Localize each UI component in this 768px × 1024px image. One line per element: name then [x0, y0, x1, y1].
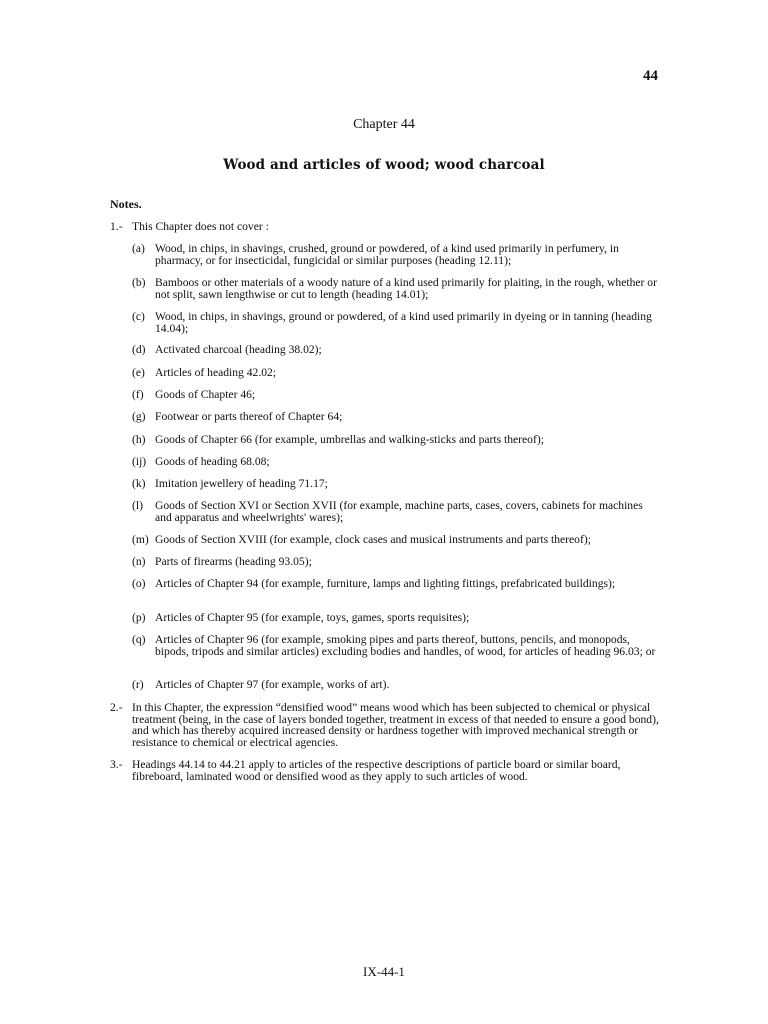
- note-1-item-p: [132, 612, 660, 624]
- chapter-title: Chapter 44: [353, 117, 415, 132]
- item-letter: (h): [132, 433, 146, 446]
- item-letter: (q): [132, 633, 146, 646]
- item-text: Bamboos or other materials of a woody nature of a kind used primarily for plaiting, in the rough, whether or not split, sawn lengthwise or cut to length (heading 14.01);: [155, 276, 657, 301]
- item-text: Articles of Chapter 97 (for example, works of art).: [155, 678, 390, 691]
- item-letter: (n): [132, 555, 146, 568]
- note-1-item-q: [132, 634, 660, 657]
- chapter-subtitle: Wood and articles of wood; wood charcoal: [223, 157, 545, 173]
- item-letter: (g): [132, 410, 146, 423]
- item-text: Goods of Section XVI or Section XVII (for example, machine parts, cases, covers, cabinets for machines and apparatus and wheelwrights' wares);: [155, 499, 643, 524]
- item-letter: (m): [132, 533, 149, 546]
- item-text: Activated charcoal (heading 38.02);: [155, 343, 322, 356]
- item-letter: (e): [132, 366, 145, 379]
- item-text: Parts of firearms (heading 93.05);: [155, 555, 312, 568]
- item-letter: (f): [132, 388, 144, 401]
- note-1-item-e: [132, 367, 660, 379]
- item-text: Articles of Chapter 96 (for example, smoking pipes and parts thereof, buttons, pencils, and monopods, bipods, tripods and similar articles) excluding bodies and handles, of wood, for articles of heading 96.03; or: [155, 633, 656, 658]
- note-1-item-b: [132, 277, 660, 300]
- item-letter: (b): [132, 276, 146, 289]
- item-letter: (r): [132, 678, 144, 691]
- note-1-item-g: [132, 411, 660, 423]
- note-1-item-ij: [132, 456, 660, 468]
- note-2-text: In this Chapter, the expression “densified wood” means wood which has been subjected to chemical or physical treatment (being, in the case of layers bonded together, treatment in excess of that needed to ensure a good bond), and which has thereby acquired increased density or hardness together with improved mechanical strength or resistance to chemical or electrical agencies.: [132, 701, 659, 749]
- note-1-item-n: [132, 556, 660, 568]
- note-1-item-m: [132, 534, 660, 546]
- note-1-item-h: [132, 434, 660, 446]
- item-text: Articles of Chapter 95 (for example, toys, games, sports requisites);: [155, 611, 470, 624]
- item-letter: (p): [132, 611, 146, 624]
- note-1-item-c: [132, 311, 660, 334]
- note-1-number: 1.-: [110, 220, 123, 233]
- item-letter: (c): [132, 310, 145, 323]
- page-number: 44: [643, 68, 658, 84]
- note-1-item-f: [132, 389, 660, 401]
- note-3-number: 3.-: [110, 758, 123, 771]
- note-2: [110, 702, 660, 748]
- note-1-item-a: [132, 243, 660, 266]
- notes-heading: Notes.: [110, 197, 142, 211]
- item-text: Goods of heading 68.08;: [155, 455, 270, 468]
- item-letter: (ij): [132, 455, 147, 468]
- item-letter: (a): [132, 242, 145, 255]
- note-1: [110, 221, 660, 233]
- note-1-item-o: [132, 578, 660, 590]
- note-1-item-r: [132, 679, 660, 691]
- item-text: Articles of Chapter 94 (for example, furniture, lamps and lighting fittings, prefabricated buildings);: [155, 577, 616, 590]
- item-letter: (o): [132, 577, 146, 590]
- page-footer: IX-44-1: [363, 964, 405, 979]
- note-2-number: 2.-: [110, 701, 123, 714]
- note-3: [110, 759, 660, 782]
- item-text: Goods of Chapter 46;: [155, 388, 256, 401]
- item-text: Footwear or parts thereof of Chapter 64;: [155, 410, 343, 423]
- item-text: Goods of Chapter 66 (for example, umbrellas and walking-sticks and parts thereof);: [155, 433, 544, 446]
- note-1-item-l: [132, 500, 660, 523]
- item-text: Wood, in chips, in shavings, crushed, ground or powdered, of a kind used primarily in perfumery, in pharmacy, or for insecticidal, fungicidal or similar purposes (heading 12.11);: [155, 242, 619, 267]
- item-letter: (k): [132, 477, 146, 490]
- note-1-text: This Chapter does not cover :: [132, 220, 269, 233]
- item-letter: (d): [132, 343, 146, 356]
- item-text: Wood, in chips, in shavings, ground or powdered, of a kind used primarily in dyeing or in tanning (heading 14.04);: [155, 310, 652, 335]
- note-1-item-d: [132, 344, 660, 356]
- item-text: Articles of heading 42.02;: [155, 366, 277, 379]
- note-3-text: Headings 44.14 to 44.21 apply to articles of the respective descriptions of particle board or similar board, fibreboard, laminated wood or densified wood as they apply to such articles of wood.: [132, 758, 621, 783]
- item-letter: (l): [132, 499, 143, 512]
- item-text: Goods of Section XVIII (for example, clock cases and musical instruments and parts thereof);: [155, 533, 591, 546]
- item-text: Imitation jewellery of heading 71.17;: [155, 477, 328, 490]
- note-1-item-k: [132, 478, 660, 490]
